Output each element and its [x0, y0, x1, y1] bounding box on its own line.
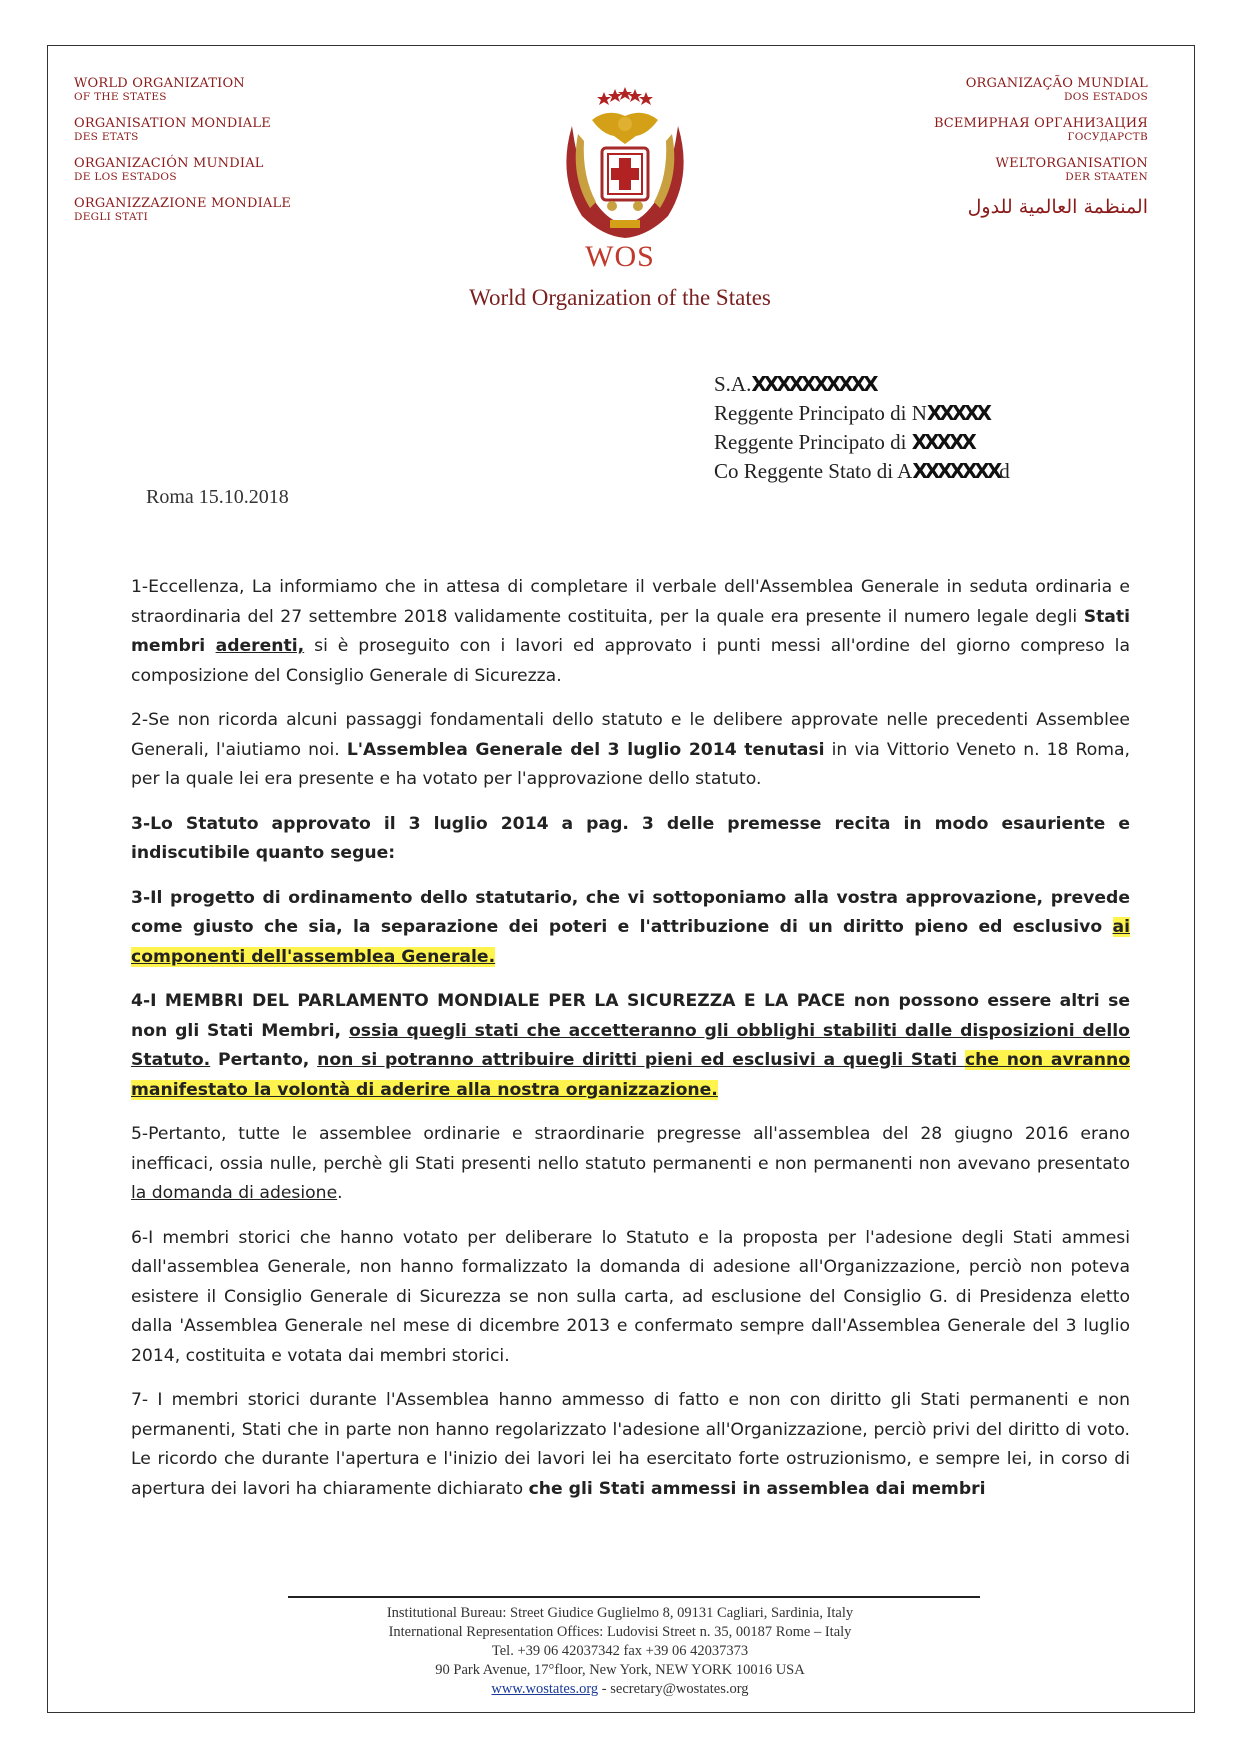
org-acronym: WOS — [585, 240, 655, 273]
eagle-crest-emblem-icon — [552, 86, 698, 246]
addressee-role: Reggente Principato di N — [714, 401, 927, 425]
org-name-ar: المنظمة العالمية للدول — [967, 196, 1148, 218]
redaction-mark: XXXXXXX — [912, 459, 1000, 483]
addressee-role: Reggente Principato di — [714, 430, 912, 454]
paragraph-6 — [131, 1120, 1130, 1209]
org-name-sub: DER STAATEN — [1065, 171, 1148, 183]
bold-text: L'Assemblea Generale del 3 luglio 2014 tenutasi — [346, 739, 825, 760]
bold-text: che gli Stati ammessi in assemblea dai membri — [528, 1478, 986, 1499]
org-name-fr — [74, 116, 291, 143]
footer-phone-fax: Tel. +39 06 42037342 fax +39 06 42037373 — [491, 1643, 749, 1659]
text: si è proseguito con i lavori ed approvato i punti messi all'ordine del giorno compreso la composizione del Consiglio Generale di Sicurezza. — [131, 636, 1130, 686]
paragraph-5 — [131, 987, 1130, 1105]
org-name-main: WORLD ORGANIZATION — [74, 76, 245, 91]
org-name-en — [74, 76, 291, 103]
org-name-sub: DE LOS ESTADOS — [74, 171, 177, 183]
paragraph-2 — [131, 706, 1130, 795]
paragraph-3: 3-Lo Statuto approvato il 3 luglio 2014 a pag. 3 delle premesse recita in modo esauriente e indiscutibile quanto segue: — [131, 813, 1130, 863]
letterhead-right — [934, 76, 1148, 218]
addressee-line — [714, 399, 1010, 428]
text: 1-Eccellenza, La informiamo che in attesa di completare il verbale dell'Assemblea Generale in seduta ordinaria e straordinaria del 27 settembre 2018 validamente costituita, per la quale era presente il numero legale degli — [131, 577, 1130, 627]
addressee-line — [714, 428, 1010, 457]
paragraph-4 — [131, 884, 1130, 973]
website-link[interactable]: www.wostates.org — [491, 1681, 599, 1697]
text: 5-Pertanto, tutte le assemblee ordinarie e straordinarie pregresse all'assemblea del 28 giugno 2016 erano inefficaci, ossia nulle, perchè gli Stati presenti nello statuto permanenti e non permanenti non avevano presentato — [131, 1124, 1130, 1174]
letter-date: Roma 15.10.2018 — [146, 486, 289, 508]
text: 4-I MEMBRI DEL PARLAMENTO MONDIALE PER LA SICUREZZA E LA PACE non possono essere altri se non gli Stati Membri, — [131, 991, 1130, 1041]
footer-address-ny: 90 Park Avenue, 17°floor, New York, NEW YORK 10016 USA — [435, 1662, 805, 1678]
org-name-sub: DOS ESTADOS — [1064, 91, 1148, 103]
redaction-mark: XXXXXXXXXX — [751, 372, 876, 396]
org-name-de — [934, 156, 1148, 183]
footer — [0, 1604, 1240, 1699]
footer-divider — [288, 1596, 980, 1598]
org-name-main: ORGANIZACIÓN MUNDIAL — [74, 156, 264, 171]
text: 2-Se non ricorda alcuni passaggi fondamentali dello statuto e le delibere approvate nelle precedenti Assemblee Generali, l'aiutiamo noi. — [131, 710, 1130, 760]
org-name-sub: OF THE STATES — [74, 91, 167, 103]
org-name-main: ORGANISATION MONDIALE — [74, 116, 271, 131]
text: 7- I membri storici durante l'Assemblea hanno ammesso di fatto e non con diritto gli Stati permanenti e non permanenti, Stati che in parte non hanno regolarizzato l'adesione all'Organizzazione, perciò privi del diritto di voto. Le ricordo che durante l'apertura e l'inizio dei lavori lei ha esercitato forte ostruzionismo, e sempre lei, in corso di apertura dei lavori ha chiaramente dichiarato — [131, 1390, 1130, 1499]
letter-body — [131, 573, 1130, 1519]
underlined-bold-text: aderenti, — [215, 636, 305, 656]
redaction-mark: XXXXX — [926, 401, 989, 425]
footer-address-bureau: Institutional Bureau: Street Giudice Guglielmo 8, 09131 Cagliari, Sardinia, Italy — [386, 1605, 854, 1621]
org-name-ru — [934, 116, 1148, 143]
separator: - — [598, 1681, 611, 1697]
org-name-sub: DES ETATS — [74, 131, 139, 143]
org-name-main: ВСЕМИРНАЯ ОРГАНИЗАЦИЯ — [933, 116, 1148, 131]
addressee-role-suffix: d — [999, 459, 1010, 483]
addressee-block — [714, 370, 1010, 486]
addressee-title: S.A. — [714, 372, 752, 396]
footer-contacts — [0, 1680, 1240, 1699]
letterhead-left — [74, 76, 291, 236]
addressee-line — [714, 457, 1010, 486]
highlighted-text: ai componenti dell'assemblea Generale. — [131, 917, 1130, 967]
text: in via Vittorio Veneto n. 18 Roma, per la quale lei era presente e ha votato per l'approvazione dello statuto. — [131, 739, 1130, 789]
org-name-sub: DEGLI STATI — [74, 211, 149, 223]
org-name-main: ORGANIZZAZIONE MONDIALE — [74, 196, 292, 211]
org-name-main: ORGANIZAÇÃO MUNDIAL — [965, 76, 1148, 91]
footer-address-offices: International Representation Offices: Ludovisi Street n. 35, 00187 Rome – Italy — [388, 1624, 852, 1640]
text: . — [337, 1183, 343, 1203]
underlined-text: non si potranno attribuire diritti pieni ed esclusivi a quegli Stati — [317, 1050, 965, 1070]
bold-text: Stati membri — [131, 606, 1130, 656]
underlined-text: ossia quegli stati che accetteranno gli obblighi stabiliti dalle disposizioni dello Statuto. — [131, 1020, 1130, 1070]
paragraph-7: 6-I membri storici che hanno votato per deliberare lo Statuto e la proposta per l'adesione degli Stati ammesi dall'assemblea Generale, non hanno formalizzato la domanda di adesione all'Organizzazione, perciò non poteva esistere il Consiglio Generale di Sicurezza se non sulla carta, ad esclusione del Consiglio G. di Presidenza eletto dalla 'Assemblea Generale nel mese di dicembre 2013 e confermato sempre dall'Assemblea Generale del 3 luglio 2014, costituita e votata dai membri storici. — [131, 1227, 1130, 1366]
redaction-mark: XXXXX — [911, 430, 974, 454]
org-name-es — [74, 156, 291, 183]
paragraph-1 — [131, 573, 1130, 691]
addressee-role: Co Reggente Stato di A — [714, 459, 913, 483]
text: Pertanto, — [210, 1050, 318, 1070]
org-name-it — [74, 196, 291, 223]
org-name-pt — [934, 76, 1148, 103]
highlighted-text: che non avranno manifestato la volontà di aderire alla nostra organizzazione. — [131, 1050, 1130, 1100]
text: 3-Il progetto di ordinamento dello statutario, che vi sottoponiamo alla vostra approvazione, prevede come giusto che sia, la separazione dei poteri e l'attribuzione di un diritto pieno ed esclusivo — [131, 887, 1130, 937]
paragraph-8 — [131, 1386, 1130, 1504]
org-name-main: WELTORGANISATION — [995, 156, 1148, 171]
underlined-text: la domanda di adesione — [131, 1183, 338, 1203]
org-name-sub: ГОСУДАРСТВ — [1067, 131, 1148, 143]
addressee-line — [714, 370, 1010, 399]
email-link[interactable]: secretary@wostates.org — [610, 1681, 749, 1697]
org-full-name: World Organization of the States — [469, 285, 771, 310]
